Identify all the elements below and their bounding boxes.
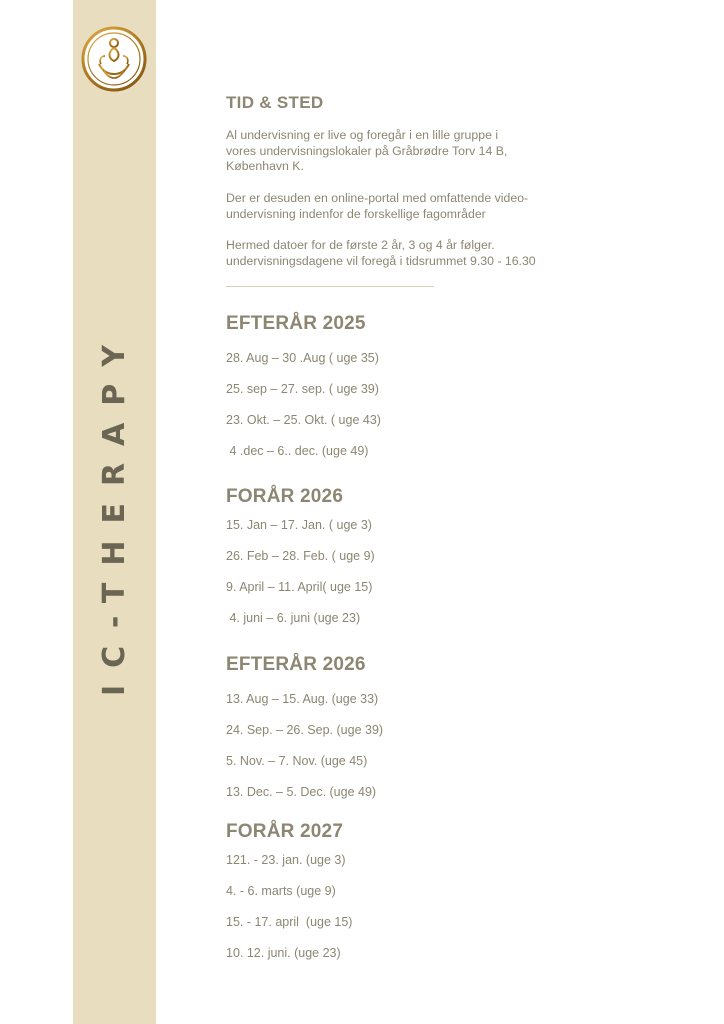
section-heading-tid-sted: TID & STED [226,93,324,112]
paragraph-line: Al undervisning er live og foregår i en lille gruppe i [226,128,499,142]
date-item: 13. Aug – 15. Aug. (uge 33) [226,692,379,706]
date-item: 15. - 17. april (uge 15) [226,915,353,929]
paragraph-line: undervisningsdagene vil foregå i tidsrummet 9.30 - 16.30 [226,253,536,268]
paragraph-line: Der er desuden en online-portal med omfattende video- [226,191,529,205]
date-item: 26. Feb – 28. Feb. ( uge 9) [226,549,375,563]
date-item: 10. 12. juni. (uge 23) [226,946,341,960]
date-item: 24. Sep. – 26. Sep. (uge 39) [226,723,384,737]
date-item: 5. Nov. – 7. Nov. (uge 45) [226,754,368,768]
intro-paragraph-1 [226,128,606,175]
date-item: 4 .dec – 6.. dec. (uge 49) [226,444,369,458]
vertical-brand-wordmark [86,305,143,720]
date-item: 13. Dec. – 5. Dec. (uge 49) [226,785,377,799]
intro-paragraph-2 [226,191,606,222]
date-item: 121. - 23. jan. (uge 3) [226,853,346,867]
date-item: 9. April – 11. April( uge 15) [226,580,373,594]
paragraph-line: Hermed datoer for de første 2 år, 3 og 4 år følger. [226,238,495,252]
season-heading: FORÅR 2026 [226,486,344,507]
date-item: 25. sep – 27. sep. ( uge 39) [226,382,379,396]
date-item: 28. Aug – 30 .Aug ( uge 35) [226,351,379,365]
date-item: 15. Jan – 17. Jan. ( uge 3) [226,518,372,532]
date-item: 4. juni – 6. juni (uge 23) [226,611,361,625]
date-item: 23. Okt. – 25. Okt. ( uge 43) [226,413,381,427]
paragraph-line: vores undervisningslokaler på Gråbrødre Torv 14 B, [226,143,508,158]
intro-paragraph-3 [226,238,606,269]
ic-therapy-logo-icon [81,26,147,92]
brand-text: IC-THERAPY [97,328,132,697]
season-heading: EFTERÅR 2026 [226,654,366,675]
season-heading: EFTERÅR 2025 [226,313,366,334]
paragraph-line: undervisning indenfor de forskellige fagområder [226,206,486,221]
season-heading: FORÅR 2027 [226,821,344,842]
section-divider [226,286,434,287]
paragraph-line: København K. [226,159,304,173]
date-item: 4. - 6. marts (uge 9) [226,884,336,898]
